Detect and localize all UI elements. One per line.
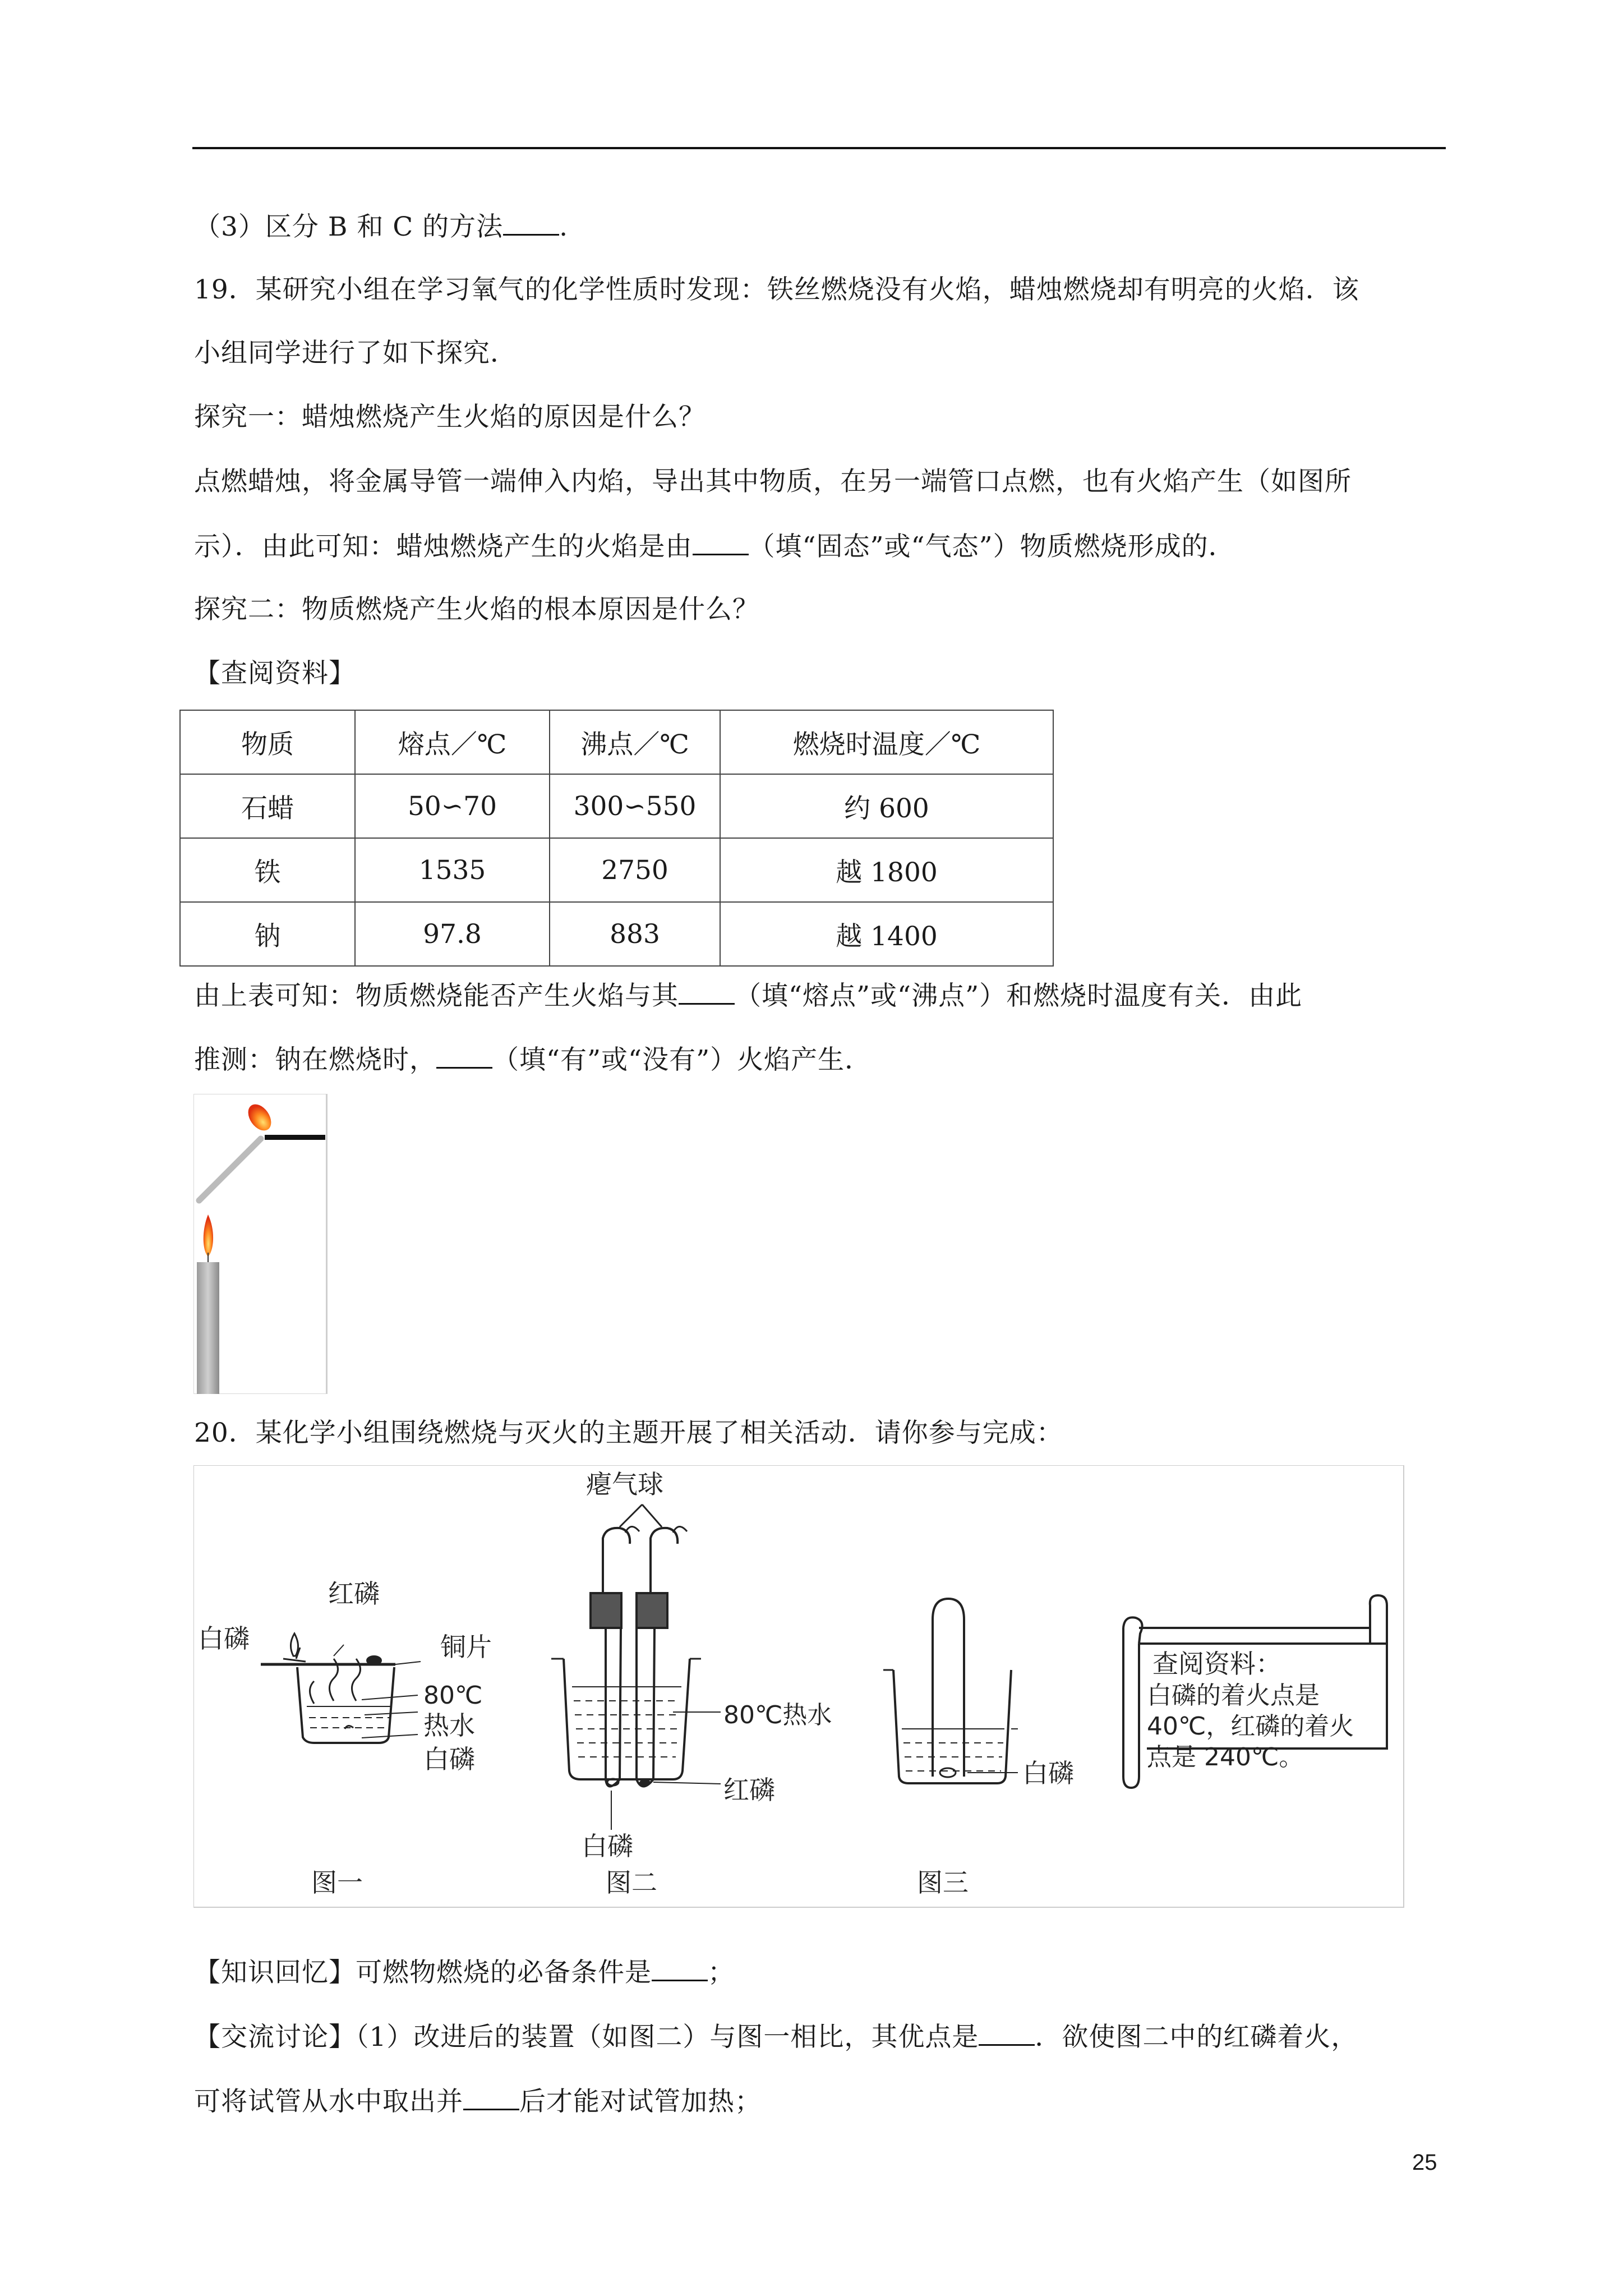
fig2-hot-water-label: 80℃热水 bbox=[723, 1701, 832, 1729]
fig2-white-phosphorus-label: 白磷 bbox=[582, 1831, 633, 1861]
note-line1: 白磷的着火点是 bbox=[1147, 1681, 1320, 1710]
table-header-cell: 熔点／℃ bbox=[355, 710, 550, 774]
table-header-cell: 燃烧时温度／℃ bbox=[720, 710, 1053, 774]
properties-table bbox=[179, 710, 1054, 967]
answer-blank[interactable] bbox=[679, 978, 735, 1005]
table-cell: 越 1400 bbox=[720, 902, 1053, 966]
header-rule bbox=[192, 147, 1446, 149]
candle-figure bbox=[193, 1094, 328, 1394]
answer-blank[interactable] bbox=[979, 2019, 1035, 2046]
explore1-text2: 示）．由此可知：蜡烛燃烧产生的火焰是由 （填“固态”或“气态”）物质燃烧形成的． bbox=[194, 529, 1235, 564]
fig1-hot-water-label: 热水 bbox=[423, 1710, 475, 1741]
metal-tube bbox=[265, 1135, 325, 1140]
fig1-white-phosphorus-under-label: 白磷 bbox=[423, 1744, 475, 1774]
explore2-title: 探究二：物质燃烧产生火焰的根本原因是什么？ bbox=[194, 594, 759, 625]
discussion-line2: 可将试管从水中取出并 后才能对试管加热； bbox=[194, 2084, 762, 2119]
fig2-red-phosphorus-label: 红磷 bbox=[723, 1775, 775, 1805]
explore1-text1: 点燃蜡烛，将金属导管一端伸入内焰，导出其中物质，在另一端管口点燃，也有火焰产生（如图所 bbox=[194, 466, 1352, 497]
table-header-row bbox=[180, 710, 1053, 774]
table-cell: 2750 bbox=[550, 838, 720, 902]
page-number: 25 bbox=[1412, 2150, 1437, 2175]
table-cell: 约 600 bbox=[720, 774, 1053, 838]
q18-part3: （3）区分 B 和 C 的方法 . bbox=[194, 209, 568, 244]
explore1-title: 探究一：蜡烛燃烧产生火焰的原因是什么？ bbox=[194, 402, 706, 432]
red-phosphorus-dot bbox=[366, 1655, 382, 1665]
note-line3: 点是 240℃。 bbox=[1147, 1743, 1304, 1772]
fig2-caption: 图二 bbox=[606, 1867, 657, 1898]
table-cell: 97.8 bbox=[355, 902, 550, 966]
combustion-figure bbox=[193, 1465, 1405, 1908]
fig1-temp-label: 80℃ bbox=[423, 1681, 483, 1710]
knowledge-recall: 【知识回忆】可燃物燃烧的必备条件是 ； bbox=[194, 1955, 735, 1990]
reference-label: 【查阅资料】 bbox=[194, 658, 356, 689]
conclusion-line2: 推测：钠在燃烧时， （填“有”或“没有”）火焰产生． bbox=[194, 1042, 872, 1077]
q20-intro: 20．某化学小组围绕燃烧与灭火的主题开展了相关活动．请你参与完成： bbox=[194, 1418, 1063, 1448]
answer-blank[interactable] bbox=[436, 1042, 492, 1069]
table-row bbox=[180, 838, 1053, 902]
table-header-cell: 物质 bbox=[180, 710, 355, 774]
fig3-caption: 图三 bbox=[917, 1867, 969, 1898]
answer-blank[interactable] bbox=[503, 209, 559, 236]
answer-blank[interactable] bbox=[463, 2084, 519, 2110]
table-row bbox=[180, 902, 1053, 966]
table-cell: 铁 bbox=[180, 838, 355, 902]
conclusion-line1: 由上表可知：物质燃烧能否产生火焰与其 （填“熔点”或“沸点”）和燃烧时温度有关．由此 bbox=[194, 978, 1302, 1013]
q19-intro-line1: 19．某研究小组在学习氧气的化学性质时发现：铁丝燃烧没有火焰，蜡烛燃烧却有明亮的火焰．该 bbox=[194, 274, 1359, 305]
discussion-line1: 【交流讨论】（1）改进后的装置（如图二）与图一相比，其优点是 ．欲使图二中的红磷着火， bbox=[194, 2019, 1358, 2054]
fig1-caption: 图一 bbox=[311, 1867, 363, 1898]
note-title: 查阅资料： bbox=[1152, 1649, 1281, 1679]
answer-blank[interactable] bbox=[652, 1955, 708, 1981]
table-cell: 越 1800 bbox=[720, 838, 1053, 902]
note-line2: 40℃，红磷的着火 bbox=[1147, 1712, 1354, 1741]
table-header-cell: 沸点／℃ bbox=[550, 710, 720, 774]
fig1-red-phosphorus-label: 红磷 bbox=[328, 1579, 380, 1609]
table-cell: 钠 bbox=[180, 902, 355, 966]
fig3-white-phosphorus-label: 白磷 bbox=[1022, 1758, 1074, 1788]
fig2-balloon-label: 瘪气球 bbox=[586, 1469, 663, 1499]
answer-blank[interactable] bbox=[693, 529, 749, 555]
table-cell: 1535 bbox=[355, 838, 550, 902]
table-cell: 300∽550 bbox=[550, 774, 720, 838]
fig1-copper-label: 铜片 bbox=[440, 1632, 492, 1662]
table-cell: 50∽70 bbox=[355, 774, 550, 838]
q19-intro-line2: 小组同学进行了如下探究． bbox=[194, 338, 517, 369]
candle-icon bbox=[197, 1262, 219, 1394]
fig1-white-phosphorus-label: 白磷 bbox=[198, 1623, 250, 1654]
table-row bbox=[180, 774, 1053, 838]
table-cell: 石蜡 bbox=[180, 774, 355, 838]
table-cell: 883 bbox=[550, 902, 720, 966]
